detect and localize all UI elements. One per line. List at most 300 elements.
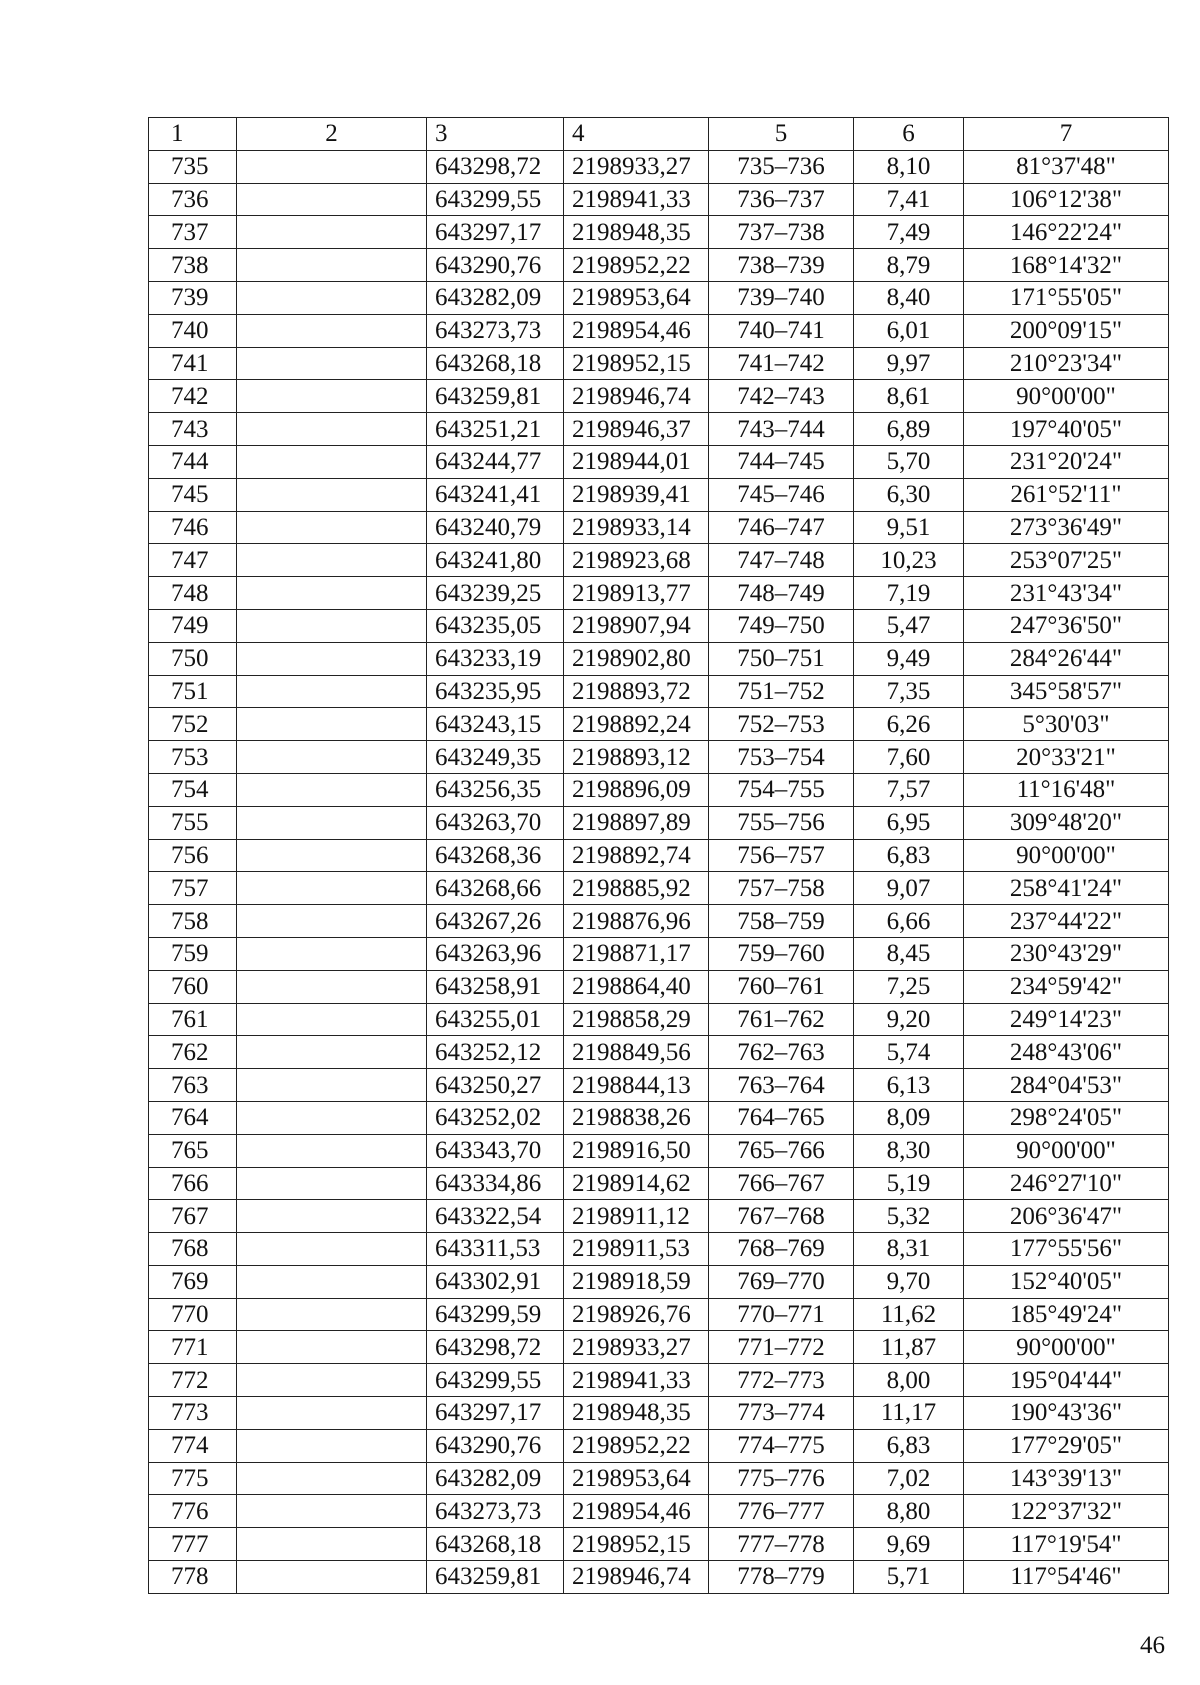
cell-col-7: 90°00'00" xyxy=(964,380,1169,413)
cell-col-5: 769–770 xyxy=(709,1265,854,1298)
cell-col-5: 770–771 xyxy=(709,1298,854,1331)
cell-col-3: 643243,15 xyxy=(427,708,564,741)
cell-col-3: 643334,86 xyxy=(427,1167,564,1200)
cell-col-5: 759–760 xyxy=(709,937,854,970)
cell-col-2 xyxy=(237,905,427,938)
table-row xyxy=(149,1561,1169,1594)
cell-col-4: 2198911,53 xyxy=(564,1233,709,1266)
cell-col-2 xyxy=(237,642,427,675)
cell-col-1: 735 xyxy=(149,150,237,183)
cell-col-6: 9,49 xyxy=(854,642,964,675)
cell-col-6: 7,35 xyxy=(854,675,964,708)
cell-col-2 xyxy=(237,1495,427,1528)
cell-col-5: 738–739 xyxy=(709,249,854,282)
header-cell-7: 7 xyxy=(964,118,1169,151)
cell-col-4: 2198941,33 xyxy=(564,183,709,216)
cell-col-6: 6,95 xyxy=(854,806,964,839)
cell-col-3: 643343,70 xyxy=(427,1134,564,1167)
cell-col-3: 643239,25 xyxy=(427,577,564,610)
cell-col-2 xyxy=(237,773,427,806)
cell-col-5: 748–749 xyxy=(709,577,854,610)
cell-col-2 xyxy=(237,577,427,610)
cell-col-5: 750–751 xyxy=(709,642,854,675)
cell-col-3: 643299,55 xyxy=(427,183,564,216)
cell-col-1: 742 xyxy=(149,380,237,413)
cell-col-6: 7,60 xyxy=(854,741,964,774)
cell-col-2 xyxy=(237,347,427,380)
cell-col-7: 5°30'03" xyxy=(964,708,1169,741)
cell-col-1: 768 xyxy=(149,1233,237,1266)
cell-col-3: 643273,73 xyxy=(427,1495,564,1528)
cell-col-1: 752 xyxy=(149,708,237,741)
cell-col-7: 117°19'54" xyxy=(964,1528,1169,1561)
cell-col-3: 643322,54 xyxy=(427,1200,564,1233)
cell-col-6: 5,47 xyxy=(854,609,964,642)
cell-col-4: 2198849,56 xyxy=(564,1036,709,1069)
cell-col-5: 758–759 xyxy=(709,905,854,938)
cell-col-5: 765–766 xyxy=(709,1134,854,1167)
cell-col-7: 261°52'11" xyxy=(964,478,1169,511)
cell-col-4: 2198893,12 xyxy=(564,741,709,774)
header-cell-4: 4 xyxy=(564,118,709,151)
cell-col-1: 765 xyxy=(149,1134,237,1167)
cell-col-7: 284°26'44" xyxy=(964,642,1169,675)
table-row xyxy=(149,872,1169,905)
cell-col-5: 775–776 xyxy=(709,1462,854,1495)
table-row xyxy=(149,675,1169,708)
cell-col-6: 5,71 xyxy=(854,1561,964,1594)
cell-col-2 xyxy=(237,249,427,282)
cell-col-4: 2198946,74 xyxy=(564,1561,709,1594)
cell-col-6: 6,83 xyxy=(854,1429,964,1462)
cell-col-7: 195°04'44" xyxy=(964,1364,1169,1397)
cell-col-1: 756 xyxy=(149,839,237,872)
cell-col-5: 764–765 xyxy=(709,1101,854,1134)
cell-col-7: 210°23'34" xyxy=(964,347,1169,380)
cell-col-5: 773–774 xyxy=(709,1397,854,1430)
cell-col-7: 168°14'32" xyxy=(964,249,1169,282)
cell-col-5: 745–746 xyxy=(709,478,854,511)
table-row xyxy=(149,806,1169,839)
cell-col-6: 9,70 xyxy=(854,1265,964,1298)
cell-col-1: 776 xyxy=(149,1495,237,1528)
table-row xyxy=(149,1331,1169,1364)
cell-col-7: 122°37'32" xyxy=(964,1495,1169,1528)
cell-col-6: 5,70 xyxy=(854,445,964,478)
cell-col-2 xyxy=(237,872,427,905)
table-row xyxy=(149,544,1169,577)
cell-col-4: 2198933,27 xyxy=(564,150,709,183)
cell-col-6: 9,07 xyxy=(854,872,964,905)
cell-col-5: 735–736 xyxy=(709,150,854,183)
table-row xyxy=(149,1298,1169,1331)
cell-col-3: 643282,09 xyxy=(427,1462,564,1495)
cell-col-6: 8,09 xyxy=(854,1101,964,1134)
cell-col-4: 2198892,74 xyxy=(564,839,709,872)
header-cell-2: 2 xyxy=(237,118,427,151)
cell-col-4: 2198838,26 xyxy=(564,1101,709,1134)
cell-col-6: 6,66 xyxy=(854,905,964,938)
cell-col-6: 7,02 xyxy=(854,1462,964,1495)
cell-col-1: 778 xyxy=(149,1561,237,1594)
table-row xyxy=(149,741,1169,774)
cell-col-7: 309°48'20" xyxy=(964,806,1169,839)
cell-col-3: 643273,73 xyxy=(427,314,564,347)
table-row xyxy=(149,1364,1169,1397)
table-row xyxy=(149,1134,1169,1167)
cell-col-1: 747 xyxy=(149,544,237,577)
cell-col-4: 2198954,46 xyxy=(564,314,709,347)
cell-col-3: 643290,76 xyxy=(427,1429,564,1462)
cell-col-1: 771 xyxy=(149,1331,237,1364)
table-row xyxy=(149,1233,1169,1266)
cell-col-6: 6,83 xyxy=(854,839,964,872)
cell-col-5: 749–750 xyxy=(709,609,854,642)
cell-col-6: 7,57 xyxy=(854,773,964,806)
cell-col-2 xyxy=(237,1265,427,1298)
cell-col-2 xyxy=(237,1069,427,1102)
cell-col-6: 8,30 xyxy=(854,1134,964,1167)
cell-col-4: 2198939,41 xyxy=(564,478,709,511)
cell-col-1: 746 xyxy=(149,511,237,544)
cell-col-7: 11°16'48" xyxy=(964,773,1169,806)
table-row xyxy=(149,478,1169,511)
cell-col-7: 81°37'48" xyxy=(964,150,1169,183)
cell-col-5: 757–758 xyxy=(709,872,854,905)
cell-col-7: 237°44'22" xyxy=(964,905,1169,938)
cell-col-3: 643235,05 xyxy=(427,609,564,642)
cell-col-1: 743 xyxy=(149,413,237,446)
cell-col-3: 643256,35 xyxy=(427,773,564,806)
table-row xyxy=(149,380,1169,413)
cell-col-7: 253°07'25" xyxy=(964,544,1169,577)
cell-col-6: 5,32 xyxy=(854,1200,964,1233)
cell-col-7: 345°58'57" xyxy=(964,675,1169,708)
table-row xyxy=(149,1036,1169,1069)
cell-col-4: 2198896,09 xyxy=(564,773,709,806)
cell-col-4: 2198952,15 xyxy=(564,347,709,380)
table-row xyxy=(149,413,1169,446)
cell-col-5: 767–768 xyxy=(709,1200,854,1233)
cell-col-4: 2198954,46 xyxy=(564,1495,709,1528)
cell-col-7: 247°36'50" xyxy=(964,609,1169,642)
cell-col-7: 246°27'10" xyxy=(964,1167,1169,1200)
cell-col-4: 2198948,35 xyxy=(564,216,709,249)
cell-col-7: 284°04'53" xyxy=(964,1069,1169,1102)
cell-col-6: 11,87 xyxy=(854,1331,964,1364)
cell-col-6: 9,20 xyxy=(854,1003,964,1036)
cell-col-3: 643258,91 xyxy=(427,970,564,1003)
cell-col-4: 2198897,89 xyxy=(564,806,709,839)
cell-col-1: 762 xyxy=(149,1036,237,1069)
cell-col-3: 643268,66 xyxy=(427,872,564,905)
cell-col-3: 643255,01 xyxy=(427,1003,564,1036)
cell-col-4: 2198902,80 xyxy=(564,642,709,675)
cell-col-6: 8,61 xyxy=(854,380,964,413)
table-row xyxy=(149,1069,1169,1102)
cell-col-2 xyxy=(237,216,427,249)
cell-col-1: 760 xyxy=(149,970,237,1003)
cell-col-4: 2198923,68 xyxy=(564,544,709,577)
table-row xyxy=(149,1528,1169,1561)
cell-col-3: 643244,77 xyxy=(427,445,564,478)
cell-col-4: 2198946,74 xyxy=(564,380,709,413)
cell-col-7: 234°59'42" xyxy=(964,970,1169,1003)
cell-col-6: 8,10 xyxy=(854,150,964,183)
table-row xyxy=(149,1462,1169,1495)
cell-col-1: 751 xyxy=(149,675,237,708)
table-row xyxy=(149,216,1169,249)
cell-col-4: 2198946,37 xyxy=(564,413,709,446)
cell-col-5: 744–745 xyxy=(709,445,854,478)
cell-col-6: 8,00 xyxy=(854,1364,964,1397)
cell-col-3: 643268,18 xyxy=(427,347,564,380)
cell-col-6: 7,19 xyxy=(854,577,964,610)
cell-col-2 xyxy=(237,478,427,511)
table-row xyxy=(149,249,1169,282)
table-row xyxy=(149,1265,1169,1298)
cell-col-6: 6,26 xyxy=(854,708,964,741)
cell-col-4: 2198907,94 xyxy=(564,609,709,642)
cell-col-4: 2198952,22 xyxy=(564,249,709,282)
cell-col-5: 777–778 xyxy=(709,1528,854,1561)
cell-col-5: 747–748 xyxy=(709,544,854,577)
cell-col-4: 2198933,14 xyxy=(564,511,709,544)
cell-col-5: 743–744 xyxy=(709,413,854,446)
cell-col-1: 766 xyxy=(149,1167,237,1200)
table-row xyxy=(149,970,1169,1003)
cell-col-7: 231°43'34" xyxy=(964,577,1169,610)
table-row xyxy=(149,150,1169,183)
cell-col-1: 753 xyxy=(149,741,237,774)
cell-col-1: 754 xyxy=(149,773,237,806)
cell-col-1: 741 xyxy=(149,347,237,380)
cell-col-6: 8,79 xyxy=(854,249,964,282)
cell-col-3: 643263,96 xyxy=(427,937,564,970)
cell-col-3: 643267,26 xyxy=(427,905,564,938)
cell-col-4: 2198911,12 xyxy=(564,1200,709,1233)
cell-col-7: 298°24'05" xyxy=(964,1101,1169,1134)
cell-col-1: 739 xyxy=(149,281,237,314)
cell-col-6: 6,30 xyxy=(854,478,964,511)
cell-col-4: 2198864,40 xyxy=(564,970,709,1003)
cell-col-4: 2198952,15 xyxy=(564,1528,709,1561)
table-row xyxy=(149,1200,1169,1233)
cell-col-6: 11,62 xyxy=(854,1298,964,1331)
cell-col-7: 143°39'13" xyxy=(964,1462,1169,1495)
cell-col-7: 152°40'05" xyxy=(964,1265,1169,1298)
cell-col-6: 7,41 xyxy=(854,183,964,216)
cell-col-5: 762–763 xyxy=(709,1036,854,1069)
cell-col-6: 6,01 xyxy=(854,314,964,347)
cell-col-6: 8,31 xyxy=(854,1233,964,1266)
cell-col-7: 185°49'24" xyxy=(964,1298,1169,1331)
cell-col-4: 2198916,50 xyxy=(564,1134,709,1167)
cell-col-1: 748 xyxy=(149,577,237,610)
cell-col-3: 643268,36 xyxy=(427,839,564,872)
header-cell-5: 5 xyxy=(709,118,854,151)
cell-col-4: 2198933,27 xyxy=(564,1331,709,1364)
cell-col-5: 753–754 xyxy=(709,741,854,774)
page-number: 46 xyxy=(1140,1632,1165,1659)
cell-col-2 xyxy=(237,511,427,544)
cell-col-5: 754–755 xyxy=(709,773,854,806)
cell-col-2 xyxy=(237,1036,427,1069)
table-row xyxy=(149,1429,1169,1462)
cell-col-2 xyxy=(237,314,427,347)
cell-col-3: 643297,17 xyxy=(427,216,564,249)
cell-col-2 xyxy=(237,1331,427,1364)
table-row xyxy=(149,511,1169,544)
cell-col-2 xyxy=(237,1298,427,1331)
cell-col-2 xyxy=(237,708,427,741)
table-row xyxy=(149,577,1169,610)
cell-col-6: 5,19 xyxy=(854,1167,964,1200)
header-row xyxy=(149,118,1169,151)
cell-col-7: 106°12'38" xyxy=(964,183,1169,216)
cell-col-3: 643251,21 xyxy=(427,413,564,446)
cell-col-6: 5,74 xyxy=(854,1036,964,1069)
cell-col-5: 774–775 xyxy=(709,1429,854,1462)
cell-col-5: 755–756 xyxy=(709,806,854,839)
cell-col-2 xyxy=(237,380,427,413)
cell-col-1: 761 xyxy=(149,1003,237,1036)
cell-col-6: 6,89 xyxy=(854,413,964,446)
cell-col-7: 231°20'24" xyxy=(964,445,1169,478)
cell-col-3: 643282,09 xyxy=(427,281,564,314)
cell-col-4: 2198914,62 xyxy=(564,1167,709,1200)
cell-col-2 xyxy=(237,413,427,446)
cell-col-4: 2198941,33 xyxy=(564,1364,709,1397)
cell-col-4: 2198926,76 xyxy=(564,1298,709,1331)
table-row xyxy=(149,609,1169,642)
cell-col-7: 258°41'24" xyxy=(964,872,1169,905)
cell-col-1: 773 xyxy=(149,1397,237,1430)
cell-col-1: 777 xyxy=(149,1528,237,1561)
cell-col-1: 736 xyxy=(149,183,237,216)
cell-col-5: 739–740 xyxy=(709,281,854,314)
header-cell-3: 3 xyxy=(427,118,564,151)
cell-col-2 xyxy=(237,183,427,216)
table-row xyxy=(149,445,1169,478)
cell-col-5: 760–761 xyxy=(709,970,854,1003)
cell-col-2 xyxy=(237,150,427,183)
cell-col-1: 767 xyxy=(149,1200,237,1233)
cell-col-3: 643297,17 xyxy=(427,1397,564,1430)
cell-col-1: 757 xyxy=(149,872,237,905)
cell-col-7: 200°09'15" xyxy=(964,314,1169,347)
cell-col-7: 177°29'05" xyxy=(964,1429,1169,1462)
cell-col-3: 643252,02 xyxy=(427,1101,564,1134)
cell-col-7: 206°36'47" xyxy=(964,1200,1169,1233)
cell-col-7: 20°33'21" xyxy=(964,741,1169,774)
cell-col-7: 197°40'05" xyxy=(964,413,1169,446)
cell-col-5: 737–738 xyxy=(709,216,854,249)
cell-col-5: 736–737 xyxy=(709,183,854,216)
cell-col-1: 750 xyxy=(149,642,237,675)
cell-col-3: 643298,72 xyxy=(427,150,564,183)
cell-col-1: 769 xyxy=(149,1265,237,1298)
table-row xyxy=(149,281,1169,314)
cell-col-4: 2198871,17 xyxy=(564,937,709,970)
cell-col-6: 9,51 xyxy=(854,511,964,544)
cell-col-1: 770 xyxy=(149,1298,237,1331)
cell-col-3: 643249,35 xyxy=(427,741,564,774)
table-row xyxy=(149,1397,1169,1430)
cell-col-2 xyxy=(237,675,427,708)
cell-col-5: 768–769 xyxy=(709,1233,854,1266)
table-row xyxy=(149,839,1169,872)
cell-col-6: 8,45 xyxy=(854,937,964,970)
cell-col-3: 643263,70 xyxy=(427,806,564,839)
cell-col-3: 643250,27 xyxy=(427,1069,564,1102)
cell-col-6: 7,25 xyxy=(854,970,964,1003)
cell-col-1: 772 xyxy=(149,1364,237,1397)
cell-col-4: 2198918,59 xyxy=(564,1265,709,1298)
cell-col-4: 2198893,72 xyxy=(564,675,709,708)
cell-col-1: 774 xyxy=(149,1429,237,1462)
table-row xyxy=(149,314,1169,347)
table-row xyxy=(149,937,1169,970)
cell-col-3: 643299,55 xyxy=(427,1364,564,1397)
cell-col-4: 2198948,35 xyxy=(564,1397,709,1430)
cell-col-4: 2198913,77 xyxy=(564,577,709,610)
cell-col-5: 746–747 xyxy=(709,511,854,544)
cell-col-6: 9,69 xyxy=(854,1528,964,1561)
cell-col-3: 643299,59 xyxy=(427,1298,564,1331)
cell-col-1: 738 xyxy=(149,249,237,282)
cell-col-7: 90°00'00" xyxy=(964,1134,1169,1167)
cell-col-3: 643235,95 xyxy=(427,675,564,708)
cell-col-7: 146°22'24" xyxy=(964,216,1169,249)
table-row xyxy=(149,1101,1169,1134)
cell-col-7: 190°43'36" xyxy=(964,1397,1169,1430)
cell-col-5: 771–772 xyxy=(709,1331,854,1364)
cell-col-4: 2198858,29 xyxy=(564,1003,709,1036)
cell-col-3: 643241,80 xyxy=(427,544,564,577)
cell-col-7: 230°43'29" xyxy=(964,937,1169,970)
cell-col-5: 772–773 xyxy=(709,1364,854,1397)
cell-col-4: 2198892,24 xyxy=(564,708,709,741)
cell-col-1: 758 xyxy=(149,905,237,938)
cell-col-2 xyxy=(237,1167,427,1200)
table-row xyxy=(149,1003,1169,1036)
table-body xyxy=(149,118,1169,1594)
cell-col-3: 643259,81 xyxy=(427,1561,564,1594)
cell-col-5: 742–743 xyxy=(709,380,854,413)
cell-col-3: 643268,18 xyxy=(427,1528,564,1561)
cell-col-1: 759 xyxy=(149,937,237,970)
cell-col-3: 643311,53 xyxy=(427,1233,564,1266)
cell-col-7: 177°55'56" xyxy=(964,1233,1169,1266)
cell-col-3: 643252,12 xyxy=(427,1036,564,1069)
cell-col-3: 643241,41 xyxy=(427,478,564,511)
table-row xyxy=(149,347,1169,380)
cell-col-5: 776–777 xyxy=(709,1495,854,1528)
cell-col-2 xyxy=(237,445,427,478)
cell-col-4: 2198952,22 xyxy=(564,1429,709,1462)
cell-col-2 xyxy=(237,839,427,872)
cell-col-5: 766–767 xyxy=(709,1167,854,1200)
cell-col-6: 7,49 xyxy=(854,216,964,249)
cell-col-2 xyxy=(237,544,427,577)
cell-col-3: 643259,81 xyxy=(427,380,564,413)
cell-col-2 xyxy=(237,609,427,642)
cell-col-5: 741–742 xyxy=(709,347,854,380)
cell-col-3: 643302,91 xyxy=(427,1265,564,1298)
cell-col-2 xyxy=(237,1233,427,1266)
cell-col-6: 11,17 xyxy=(854,1397,964,1430)
